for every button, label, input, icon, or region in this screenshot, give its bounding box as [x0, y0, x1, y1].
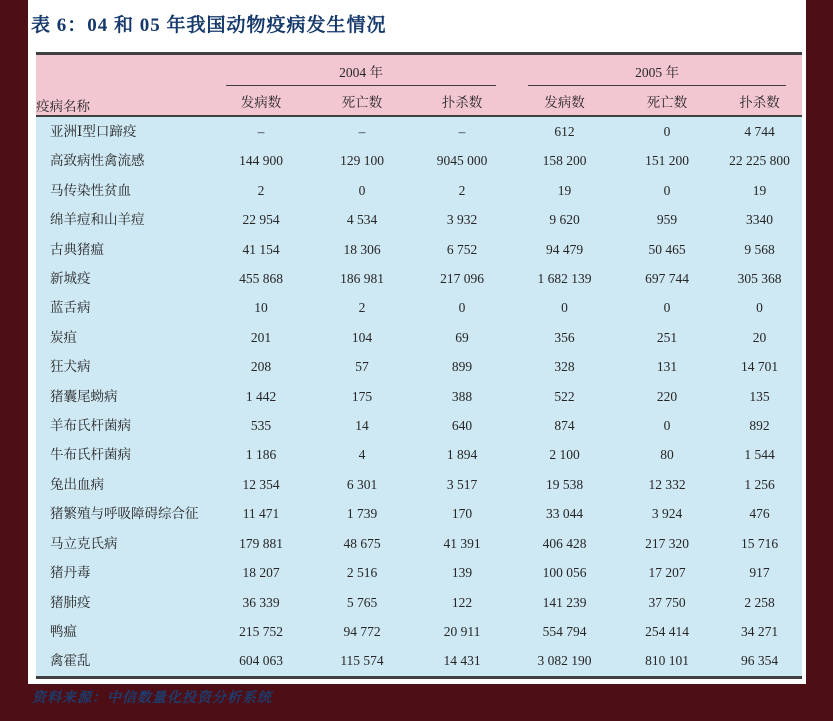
value-cell: 34 271 — [717, 617, 802, 646]
value-cell: 175 — [312, 382, 412, 411]
value-cell: 19 — [512, 176, 617, 205]
disease-name-cell: 狂犬病 — [36, 352, 210, 381]
value-cell: 251 — [617, 323, 717, 352]
value-cell: 151 200 — [617, 146, 717, 175]
value-cell: 4 — [312, 440, 412, 469]
value-cell: – — [412, 116, 512, 146]
year-group-2005 — [512, 54, 802, 87]
disease-name-cell: 亚洲Ⅰ型口蹄疫 — [36, 116, 210, 146]
value-cell: 0 — [512, 293, 617, 322]
value-cell: 33 044 — [512, 499, 617, 528]
disease-name-cell: 绵羊痘和山羊痘 — [36, 205, 210, 234]
value-cell: 208 — [210, 352, 312, 381]
column-header-2005-culled: 扑杀数 — [717, 86, 802, 116]
value-cell: 9 620 — [512, 205, 617, 234]
value-cell: 20 911 — [412, 617, 512, 646]
disease-name-cell: 炭疽 — [36, 323, 210, 352]
value-cell: 2 258 — [717, 588, 802, 617]
value-cell: 220 — [617, 382, 717, 411]
disease-name-cell: 马立克氏病 — [36, 529, 210, 558]
value-cell: 69 — [412, 323, 512, 352]
disease-name-cell: 牛布氏杆菌病 — [36, 440, 210, 469]
value-cell: 50 465 — [617, 235, 717, 264]
disease-name-cell: 高致病性禽流感 — [36, 146, 210, 175]
value-cell: 612 — [512, 116, 617, 146]
table-row — [36, 529, 802, 558]
value-cell: 170 — [412, 499, 512, 528]
value-cell: 455 868 — [210, 264, 312, 293]
value-cell: 874 — [512, 411, 617, 440]
table-row — [36, 293, 802, 322]
column-header-2005-deaths: 死亡数 — [617, 86, 717, 116]
value-cell: 15 716 — [717, 529, 802, 558]
value-cell: 3340 — [717, 205, 802, 234]
value-cell: 217 320 — [617, 529, 717, 558]
value-cell: 356 — [512, 323, 617, 352]
table-row — [36, 558, 802, 587]
table-row — [36, 440, 802, 469]
table-row — [36, 323, 802, 352]
value-cell: 554 794 — [512, 617, 617, 646]
value-cell: 892 — [717, 411, 802, 440]
value-cell: 1 894 — [412, 440, 512, 469]
value-cell: 3 082 190 — [512, 646, 617, 677]
disease-table — [36, 52, 802, 679]
value-cell: 810 101 — [617, 646, 717, 677]
value-cell: 1 739 — [312, 499, 412, 528]
value-cell: 135 — [717, 382, 802, 411]
column-header-2004-deaths: 死亡数 — [312, 86, 412, 116]
value-cell: 80 — [617, 440, 717, 469]
value-cell: 2 516 — [312, 558, 412, 587]
value-cell: 535 — [210, 411, 312, 440]
table-row — [36, 205, 802, 234]
value-cell: 19 538 — [512, 470, 617, 499]
table-row — [36, 470, 802, 499]
disease-name-cell: 鸭瘟 — [36, 617, 210, 646]
value-cell: 186 981 — [312, 264, 412, 293]
column-header-2004-cases: 发病数 — [210, 86, 312, 116]
value-cell: 104 — [312, 323, 412, 352]
value-cell: 3 517 — [412, 470, 512, 499]
table-row — [36, 352, 802, 381]
value-cell: 18 306 — [312, 235, 412, 264]
value-cell: 1 682 139 — [512, 264, 617, 293]
disease-name-cell: 猪肺疫 — [36, 588, 210, 617]
disease-name-cell: 禽霍乱 — [36, 646, 210, 677]
value-cell: 100 056 — [512, 558, 617, 587]
value-cell: 2 — [312, 293, 412, 322]
value-cell: 179 881 — [210, 529, 312, 558]
value-cell: 201 — [210, 323, 312, 352]
value-cell: 640 — [412, 411, 512, 440]
disease-table-container — [36, 52, 802, 679]
value-cell: 4 744 — [717, 116, 802, 146]
table-row — [36, 617, 802, 646]
value-cell: 406 428 — [512, 529, 617, 558]
value-cell: 217 096 — [412, 264, 512, 293]
table-row — [36, 235, 802, 264]
value-cell: 94 479 — [512, 235, 617, 264]
disease-name-cell: 兔出血病 — [36, 470, 210, 499]
value-cell: 115 574 — [312, 646, 412, 677]
value-cell: 0 — [412, 293, 512, 322]
value-cell: 917 — [717, 558, 802, 587]
value-cell: 215 752 — [210, 617, 312, 646]
value-cell: 11 471 — [210, 499, 312, 528]
disease-name-cell: 蓝舌病 — [36, 293, 210, 322]
value-cell: 2 100 — [512, 440, 617, 469]
value-cell: 9 568 — [717, 235, 802, 264]
value-cell: 959 — [617, 205, 717, 234]
disease-name-cell: 马传染性贫血 — [36, 176, 210, 205]
value-cell: 0 — [617, 411, 717, 440]
value-cell: 144 900 — [210, 146, 312, 175]
column-header-2005-cases: 发病数 — [512, 86, 617, 116]
value-cell: 3 924 — [617, 499, 717, 528]
value-cell: 9045 000 — [412, 146, 512, 175]
value-cell: 0 — [617, 293, 717, 322]
value-cell: 20 — [717, 323, 802, 352]
value-cell: 3 932 — [412, 205, 512, 234]
value-cell: 10 — [210, 293, 312, 322]
value-cell: – — [312, 116, 412, 146]
year-group-2004 — [210, 54, 512, 87]
value-cell: 94 772 — [312, 617, 412, 646]
value-cell: 14 701 — [717, 352, 802, 381]
disease-name-cell: 猪丹毒 — [36, 558, 210, 587]
value-cell: 604 063 — [210, 646, 312, 677]
value-cell: 36 339 — [210, 588, 312, 617]
value-cell: 48 675 — [312, 529, 412, 558]
value-cell: 12 354 — [210, 470, 312, 499]
table-row — [36, 176, 802, 205]
value-cell: 0 — [617, 116, 717, 146]
value-cell: 0 — [717, 293, 802, 322]
value-cell: 2 — [210, 176, 312, 205]
disease-name-cell: 古典猪瘟 — [36, 235, 210, 264]
disease-name-cell: 猪繁殖与呼吸障碍综合征 — [36, 499, 210, 528]
table-row — [36, 588, 802, 617]
value-cell: 522 — [512, 382, 617, 411]
value-cell: 0 — [312, 176, 412, 205]
value-cell: 6 752 — [412, 235, 512, 264]
document-page — [28, 0, 806, 684]
value-cell: 4 534 — [312, 205, 412, 234]
disease-name-cell: 新城疫 — [36, 264, 210, 293]
year-header-row — [36, 54, 802, 87]
value-cell: 1 442 — [210, 382, 312, 411]
value-cell: 14 — [312, 411, 412, 440]
year-label-2004: 2004 年 — [226, 55, 496, 86]
value-cell: 388 — [412, 382, 512, 411]
value-cell: 2 — [412, 176, 512, 205]
table-row — [36, 499, 802, 528]
value-cell: 18 207 — [210, 558, 312, 587]
table-header — [36, 54, 802, 117]
value-cell: 0 — [617, 176, 717, 205]
value-cell: 6 301 — [312, 470, 412, 499]
column-header-2004-culled: 扑杀数 — [412, 86, 512, 116]
value-cell: 19 — [717, 176, 802, 205]
table-row — [36, 646, 802, 677]
value-cell: 131 — [617, 352, 717, 381]
value-cell: 5 765 — [312, 588, 412, 617]
value-cell: 476 — [717, 499, 802, 528]
value-cell: 1 256 — [717, 470, 802, 499]
value-cell: 14 431 — [412, 646, 512, 677]
value-cell: 139 — [412, 558, 512, 587]
disease-name-cell: 羊布氏杆菌病 — [36, 411, 210, 440]
value-cell: 254 414 — [617, 617, 717, 646]
column-header-disease-name: 疫病名称 — [36, 54, 210, 117]
value-cell: 41 391 — [412, 529, 512, 558]
value-cell: – — [210, 116, 312, 146]
source-note: 资料来源：中信数量化投资分析系统 — [32, 691, 272, 706]
value-cell: 17 207 — [617, 558, 717, 587]
disease-name-cell: 猪囊尾蚴病 — [36, 382, 210, 411]
value-cell: 37 750 — [617, 588, 717, 617]
table-row — [36, 146, 802, 175]
year-label-2005: 2005 年 — [528, 55, 786, 86]
value-cell: 1 544 — [717, 440, 802, 469]
value-cell: 12 332 — [617, 470, 717, 499]
table-title: 表 6：04 和 05 年我国动物疫病发生情况 — [31, 15, 387, 36]
value-cell: 697 744 — [617, 264, 717, 293]
value-cell: 328 — [512, 352, 617, 381]
value-cell: 305 368 — [717, 264, 802, 293]
value-cell: 129 100 — [312, 146, 412, 175]
table-row — [36, 411, 802, 440]
value-cell: 1 186 — [210, 440, 312, 469]
value-cell: 122 — [412, 588, 512, 617]
value-cell: 141 239 — [512, 588, 617, 617]
table-body — [36, 116, 802, 677]
table-row — [36, 382, 802, 411]
value-cell: 41 154 — [210, 235, 312, 264]
table-row — [36, 264, 802, 293]
value-cell: 96 354 — [717, 646, 802, 677]
value-cell: 158 200 — [512, 146, 617, 175]
value-cell: 899 — [412, 352, 512, 381]
value-cell: 22 954 — [210, 205, 312, 234]
value-cell: 57 — [312, 352, 412, 381]
value-cell: 22 225 800 — [717, 146, 802, 175]
table-row — [36, 116, 802, 146]
